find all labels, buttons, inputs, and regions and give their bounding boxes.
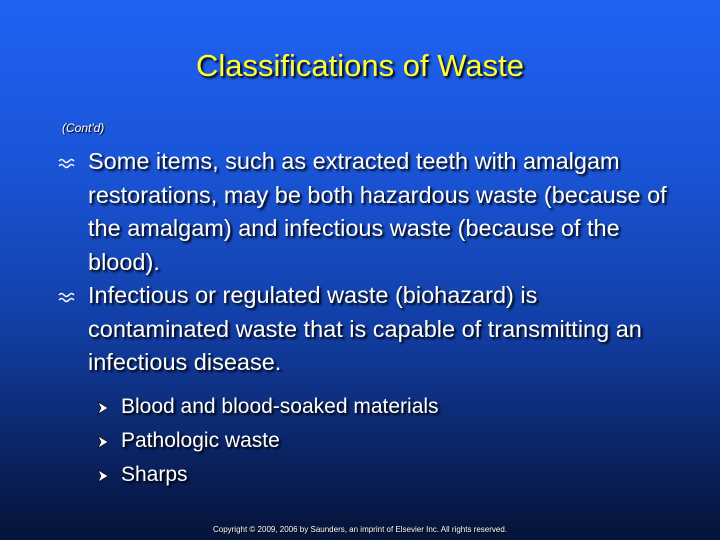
slide-subtitle: (Cont'd) [62, 121, 105, 135]
sub-bullet-item [0, 458, 720, 492]
arrow-bullet-icon [96, 435, 110, 449]
bullet-text: Infectious or regulated waste (biohazard) is contaminated waste that is capable of transmitting an infectious disease. [88, 282, 642, 375]
arrow-bullet-icon [96, 469, 110, 483]
copyright-footer: Copyright © 2009, 2006 by Saunders, an imprint of Elsevier Inc. All rights reserved. [212, 525, 508, 534]
sub-bullet-text: Sharps [121, 463, 188, 486]
bullet-item [0, 279, 720, 380]
slide-title: Classifications of Waste [196, 48, 524, 83]
sub-bullet-item [0, 424, 720, 458]
bullet-list [0, 145, 720, 380]
wavy-bullet-icon [58, 291, 76, 303]
sub-bullet-item [0, 390, 720, 424]
wavy-bullet-icon [58, 157, 76, 169]
sub-bullet-text: Blood and blood-soaked materials [121, 395, 439, 418]
bullet-text: Some items, such as extracted teeth with amalgam restorations, may be both hazardous waste (because of the amalgam) and infectious waste (because of the blood). [88, 148, 667, 275]
bullet-item [0, 145, 720, 279]
sub-bullet-list [0, 390, 720, 492]
sub-bullet-text: Pathologic waste [121, 429, 280, 452]
arrow-bullet-icon [96, 401, 110, 415]
